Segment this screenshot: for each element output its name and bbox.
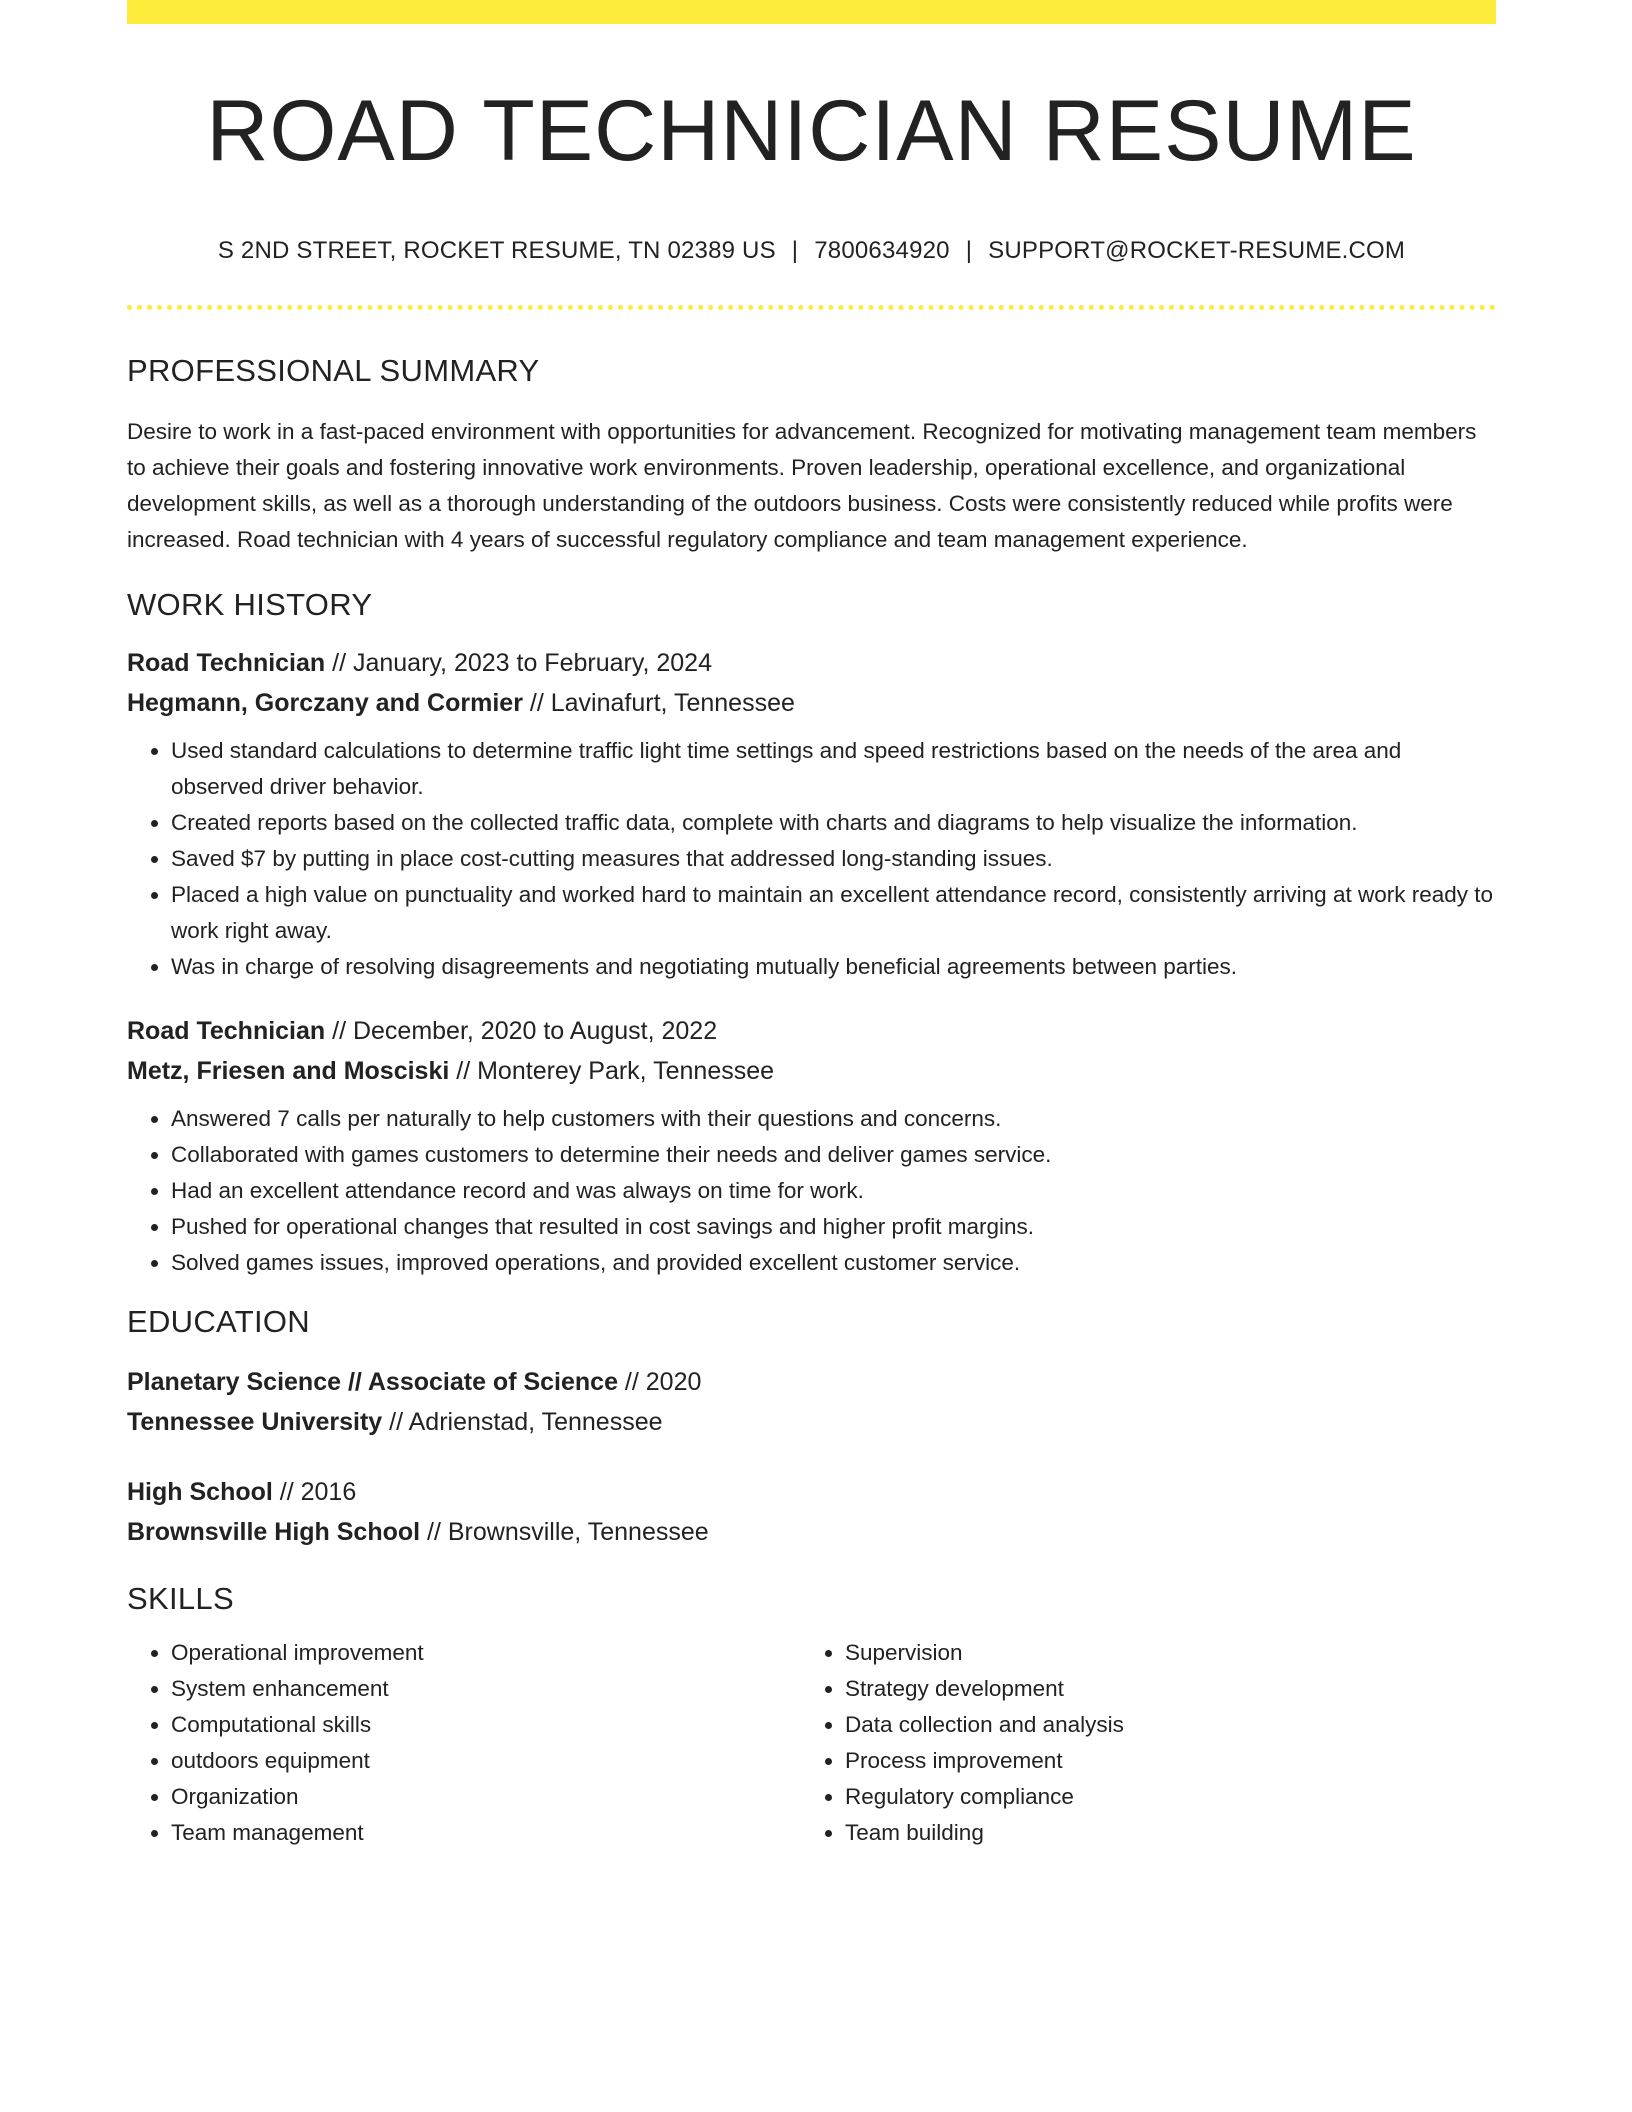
education-location: // Brownsville, Tennessee [420, 1517, 709, 1546]
education-location: // Adrienstad, Tennessee [382, 1407, 663, 1436]
education-degree: Planetary Science // Associate of Science [127, 1367, 618, 1396]
skill-item: • Process improvement [845, 1743, 1475, 1779]
summary-text: Desire to work in a fast-paced environment with opportunities for advancement. Recognized for motivating management team members to achieve their goals and fostering innovative work environments. Proven leadership, operational excellence, and organizational development skills, as well as a thorough understanding of the outdoors business. Costs were consistently reduced while profits were increased. Road technician with 4 years of successful regulatory compliance and team management experience. [127, 418, 1477, 552]
skill-item: • Team management [171, 1815, 801, 1851]
skill-item: • Data collection and analysis [845, 1707, 1475, 1743]
education-degree-line [127, 1362, 1496, 1402]
skill-item: • outdoors equipment [171, 1743, 801, 1779]
job-company-line [127, 683, 1496, 723]
education-year: // 2016 [272, 1477, 357, 1506]
job-location: // Lavinafurt, Tennessee [522, 688, 795, 717]
job-role: Road Technician [127, 648, 326, 677]
list-item: • Used standard calculations to determine traffic light time settings and speed restrictions based on the needs of the area and observed driver behavior. [171, 733, 1496, 805]
list-item: • Was in charge of resolving disagreements and negotiating mutually beneficial agreements between parties. [171, 949, 1496, 985]
job-company-line [127, 1051, 1496, 1091]
work-history-heading: WORK HISTORY [127, 586, 373, 622]
education-degree: High School [127, 1477, 273, 1506]
summary-heading: PROFESSIONAL SUMMARY [127, 353, 540, 389]
education-entry [127, 1472, 1496, 1552]
list-item: • Solved games issues, improved operations, and provided excellent customer service. [171, 1245, 1496, 1281]
skill-item: • Regulatory compliance [845, 1779, 1475, 1815]
education-degree-line [127, 1472, 1496, 1512]
job-entry [127, 1011, 1496, 1281]
job-role-line [127, 1011, 1496, 1051]
skills-list [127, 1635, 801, 1851]
resume-page [127, 0, 1496, 1851]
list-item: • Had an excellent attendance record and was always on time for work. [171, 1173, 1496, 1209]
contact-line [127, 237, 1496, 266]
contact-phone: 7800634920 [814, 236, 950, 264]
job-dates: // January, 2023 to February, 2024 [325, 648, 712, 677]
skills-column-right [801, 1635, 1475, 1851]
job-role-line [127, 643, 1496, 683]
list-item: • Placed a high value on punctuality and worked hard to maintain an excellent attendance record, consistently arriving at work ready to work right away. [171, 877, 1496, 949]
job-duties-list [127, 733, 1496, 985]
skill-item: • Organization [171, 1779, 801, 1815]
resume-title: ROAD TECHNICIAN RESUME [206, 83, 1417, 179]
job-dates: // December, 2020 to August, 2022 [325, 1016, 718, 1045]
skill-item: • Strategy development [845, 1671, 1475, 1707]
skill-item: • System enhancement [171, 1671, 801, 1707]
contact-separator: | [791, 236, 799, 264]
list-item: • Pushed for operational changes that resulted in cost savings and higher profit margins. [171, 1209, 1496, 1245]
job-company: Hegmann, Gorczany and Cormier [127, 688, 523, 717]
skill-item: • Supervision [845, 1635, 1475, 1671]
skills-list [801, 1635, 1475, 1851]
education-school-line [127, 1402, 1496, 1442]
skills-grid [127, 1635, 1496, 1851]
contact-address: S 2ND STREET, ROCKET RESUME, TN 02389 US [217, 236, 776, 264]
list-item: • Created reports based on the collected traffic data, complete with charts and diagrams to help visualize the information. [171, 805, 1496, 841]
education-heading: EDUCATION [127, 1303, 310, 1339]
education-school-line [127, 1512, 1496, 1552]
list-item: • Answered 7 calls per naturally to help customers with their questions and concerns. [171, 1101, 1496, 1137]
contact-email: SUPPORT@ROCKET-RESUME.COM [988, 236, 1406, 264]
list-item: • Saved $7 by putting in place cost-cutting measures that addressed long-standing issues. [171, 841, 1496, 877]
dotted-divider [127, 305, 1496, 310]
skill-item: • Operational improvement [171, 1635, 801, 1671]
skill-item: • Team building [845, 1815, 1475, 1851]
skills-column-left [127, 1635, 801, 1851]
job-duties-list [127, 1101, 1496, 1281]
top-accent-bar [127, 0, 1496, 24]
list-item: • Collaborated with games customers to determine their needs and deliver games service. [171, 1137, 1496, 1173]
job-entry [127, 643, 1496, 985]
job-role: Road Technician [127, 1016, 326, 1045]
skill-item: • Computational skills [171, 1707, 801, 1743]
job-location: // Monterey Park, Tennessee [449, 1056, 775, 1085]
job-company: Metz, Friesen and Mosciski [127, 1056, 450, 1085]
education-school: Brownsville High School [127, 1517, 421, 1546]
skills-heading: SKILLS [127, 1580, 234, 1616]
education-entry [127, 1362, 1496, 1442]
contact-separator: | [965, 236, 973, 264]
education-year: // 2020 [617, 1367, 702, 1396]
education-school: Tennessee University [127, 1407, 383, 1436]
